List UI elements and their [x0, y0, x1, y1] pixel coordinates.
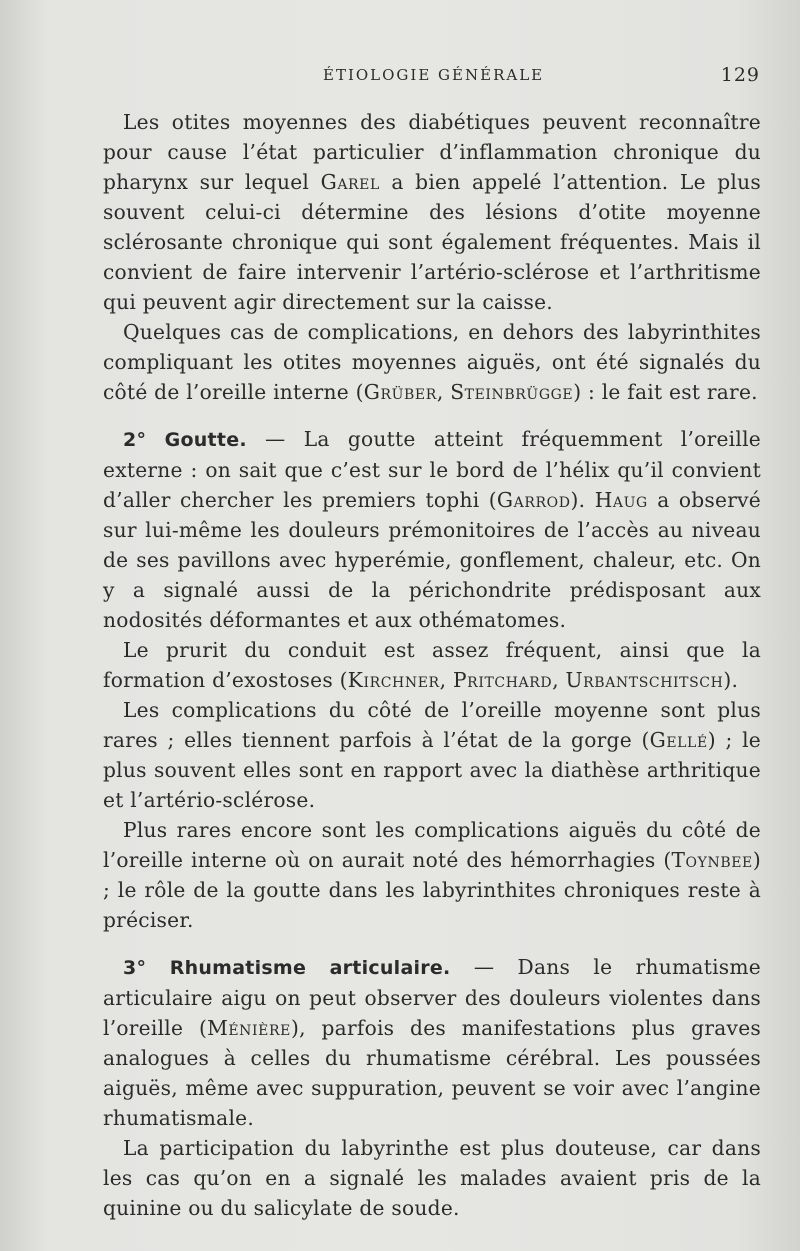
- paragraph-labyrinthe: La participation du labyrinthe est plus douteuse, car dans les cas qu’on en a signalé les malades avaient pris de la quinine ou du salicylate de soude.: [103, 1136, 761, 1220]
- author-name: Toynbee: [671, 848, 753, 872]
- author-name: Garel: [320, 170, 380, 194]
- paragraph-inner-ear-complications: Quelques cas de complications, en dehors des labyrinthites compliquant les otites moyennes aiguës, ont été signalés du côté de l’oreille interne (Grüber, Steinbrügge) : le fait est rare.: [103, 320, 761, 404]
- author-name: Urbantschitsch: [565, 668, 724, 692]
- section-heading: 2° Goutte.: [123, 429, 247, 451]
- paragraph-diabetes: Les otites moyennes des diabétiques peuvent reconnaître pour cause l’état particulier d’inflammation chronique du pharynx sur lequel Garel a bien appelé l’attention. Le plus souvent celui-ci détermine des lésions d’otite moyenne sclérosante chronique qui sont également fréquentes. Mais il convient de faire intervenir l’artério-sclérose et l’arthritisme qui peuvent agir directement sur la caisse.: [103, 110, 761, 314]
- author-name: Haug: [594, 488, 648, 512]
- author-name: Kirchner: [347, 668, 440, 692]
- paragraph-middle-ear: Les complications du côté de l’oreille moyenne sont plus rares ; elles tiennent parfois à l’état de la gorge (Gellé) ; le plus souvent elles sont en rapport avec la diathèse arthritique et l’artério-sclérose.: [103, 698, 761, 812]
- author-name: Gellé: [649, 728, 708, 752]
- body-text: [103, 107, 761, 1223]
- author-name: Garrod: [496, 488, 571, 512]
- chapter-title: ÉTIOLOGIE GÉNÉRALE: [323, 66, 545, 84]
- running-head: [0, 66, 800, 90]
- paragraph-hemorrhagies: Plus rares encore sont les complications aiguës du côté de l’oreille interne où on aurait noté des hémorrhagies (Toynbee) ; le rôle de la goutte dans les labyrinthites chroniques reste à préciser.: [103, 818, 761, 932]
- author-name: Ménière: [207, 1016, 291, 1040]
- paragraph-rhumatisme: 3° Rhumatisme articulaire. — Dans le rhumatisme articulaire aigu on peut observer des douleurs violentes dans l’oreille (Ménière), parfois des manifestations plus graves analogues à celles du rhumatisme cérébral. Les poussées aiguës, même avec suppuration, peuvent se voir avec l’angine rhumatismale.: [103, 955, 761, 1130]
- author-name: Steinbrügge: [450, 380, 574, 404]
- page-number: 129: [720, 64, 760, 86]
- section-heading: 3° Rhumatisme articulaire.: [123, 957, 451, 979]
- paragraph-goutte: 2° Goutte. — La goutte atteint fréquemment l’oreille externe : on sait que c’est sur le bord de l’hélix qu’il convient d’aller chercher les premiers tophi (Garrod). Haug a observé sur lui-même les douleurs prémonitoires de l’accès au niveau de ses pavillons avec hyperémie, gonflement, chaleur, etc. On y a signalé aussi de la périchondrite prédisposant aux nodosités déformantes et aux othématomes.: [103, 427, 761, 632]
- paragraph-prurit: Le prurit du conduit est assez fréquent, ainsi que la formation d’exostoses (Kirchner, Pritchard, Urbantschitsch).: [103, 638, 761, 692]
- author-name: Grüber: [363, 380, 437, 404]
- author-name: Pritchard: [453, 668, 553, 692]
